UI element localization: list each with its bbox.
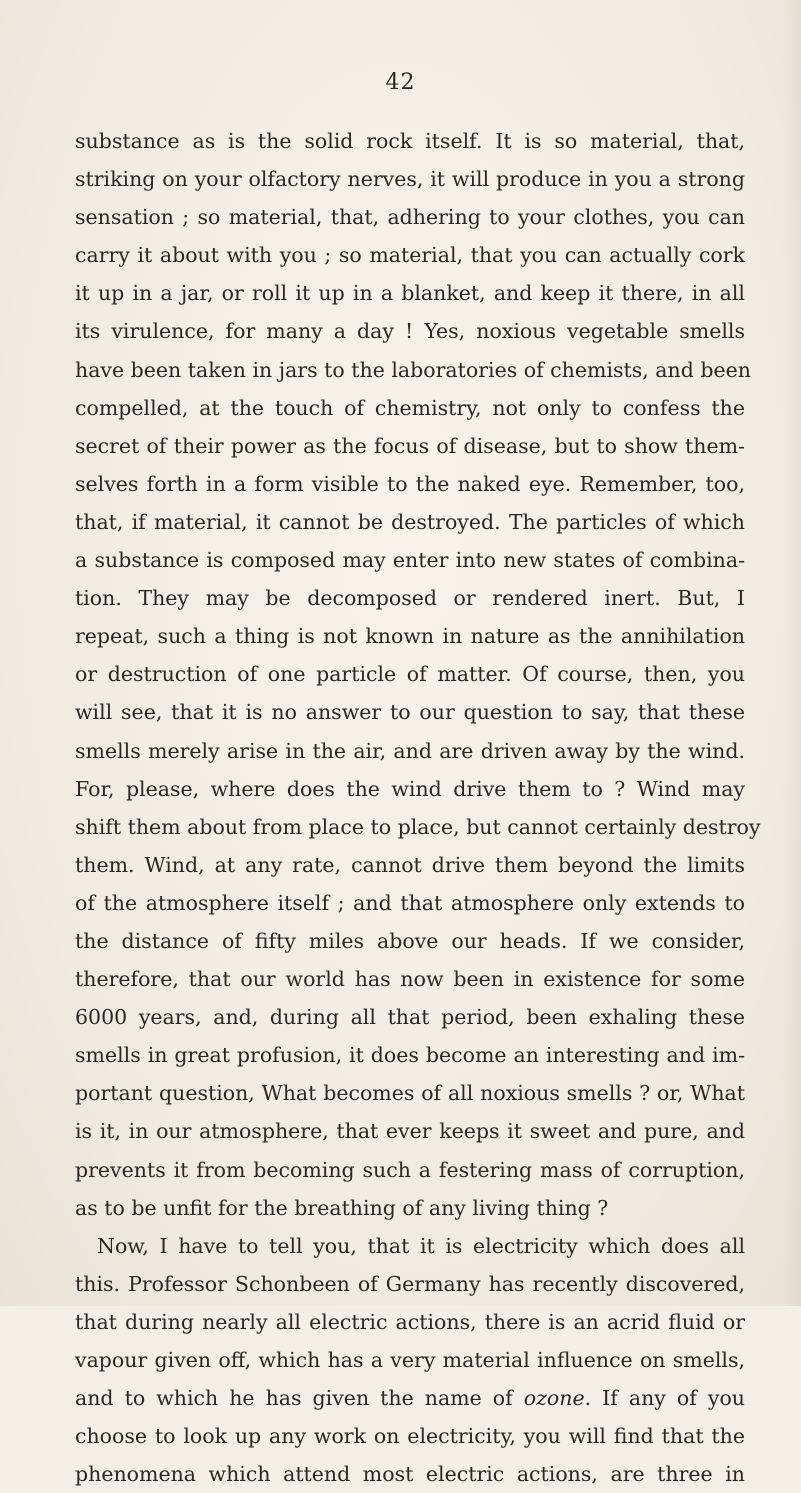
text-run: and to which he has given the name of [75,1386,524,1411]
italic-term-ozone: ozone [523,1386,585,1411]
text-line: vapour given off, which has a very material influence on smells, [75,1348,745,1372]
text-run: . If any of you [584,1386,745,1411]
text-line: repeat, such a thing is not known in nature as the annihilation [75,624,745,649]
text-line: as to be unfit for the breathing of any living thing ? [75,1195,609,1220]
text-line: smells merely arise in the air, and are driven away by the wind. [75,738,745,763]
page-number: 42 [385,70,416,95]
text-line: phenomena which attend most electric actions, are three in [75,1462,745,1487]
text-line: carry it about with you ; so material, that you can actually cork [75,243,745,268]
text-line: therefore, that our world has now been in existence for some [75,967,745,992]
text-line: prevents it from becoming such a festering mass of corruption, [75,1157,745,1182]
text-line: its virulence, for many a day ! Yes, noxious vegetable smells [75,319,745,344]
text-line: have been taken in jars to the laboratories of chemists, and been [75,357,751,382]
text-line: it up in a jar, or roll it up in a blanket, and keep it there, in all [75,281,745,306]
text-line: selves forth in a form visible to the naked eye. Remember, too, [75,471,745,496]
text-line: striking on your olfactory nerves, it will produce in you a strong [75,167,745,192]
text-line: a substance is composed may enter into new states of combina- [75,548,745,573]
text-line: or destruction of one particle of matter. Of course, then, you [75,662,745,687]
text-line: will see, that it is no answer to our question to say, that these [75,700,745,725]
text-line: shift them about from place to place, but cannot certainly destroy [75,814,761,839]
text-line-with-italic [75,1379,745,1417]
text-line: is it, in our atmosphere, that ever keeps it sweet and pure, and [75,1119,745,1144]
text-line: the distance of fifty miles above our heads. If we consider, [75,928,745,953]
text-line: that during nearly all electric actions, there is an acrid fluid or [75,1309,745,1334]
text-line: choose to look up any work on electricity, you will find that the [75,1424,745,1449]
text-line: that, if material, it cannot be destroyed. The particles of which [75,509,745,534]
text-line: 6000 years, and, during all that period, been exhaling these [75,1005,745,1030]
text-line: portant question, What becomes of all noxious smells ? or, What [75,1081,745,1106]
scan-edge-shadow [783,0,801,1306]
text-line: Now, I have to tell you, that it is electricity which does all [97,1233,745,1258]
text-line: substance as is the solid rock itself. It is so material, that, [75,129,745,153]
text-line: compelled, at the touch of chemistry, not only to confess the [75,395,745,420]
text-line: secret of their power as the focus of disease, but to show them- [75,433,745,458]
text-line: of the atmosphere itself ; and that atmosphere only extends to [75,890,745,915]
text-line: them. Wind, at any rate, cannot drive them beyond the limits [75,852,745,877]
text-line: For, please, where does the wind drive them to ? Wind may [75,776,745,801]
text-line: smells in great profusion, it does become an interesting and im- [75,1043,745,1068]
text-line: this. Professor Schonbeen of Germany has recently discovered, [75,1271,745,1296]
body-text [75,122,761,1493]
text-line: sensation ; so material, that, adhering to your clothes, you can [75,205,745,230]
text-line: tion. They may be decomposed or rendered inert. But, I [75,586,745,611]
